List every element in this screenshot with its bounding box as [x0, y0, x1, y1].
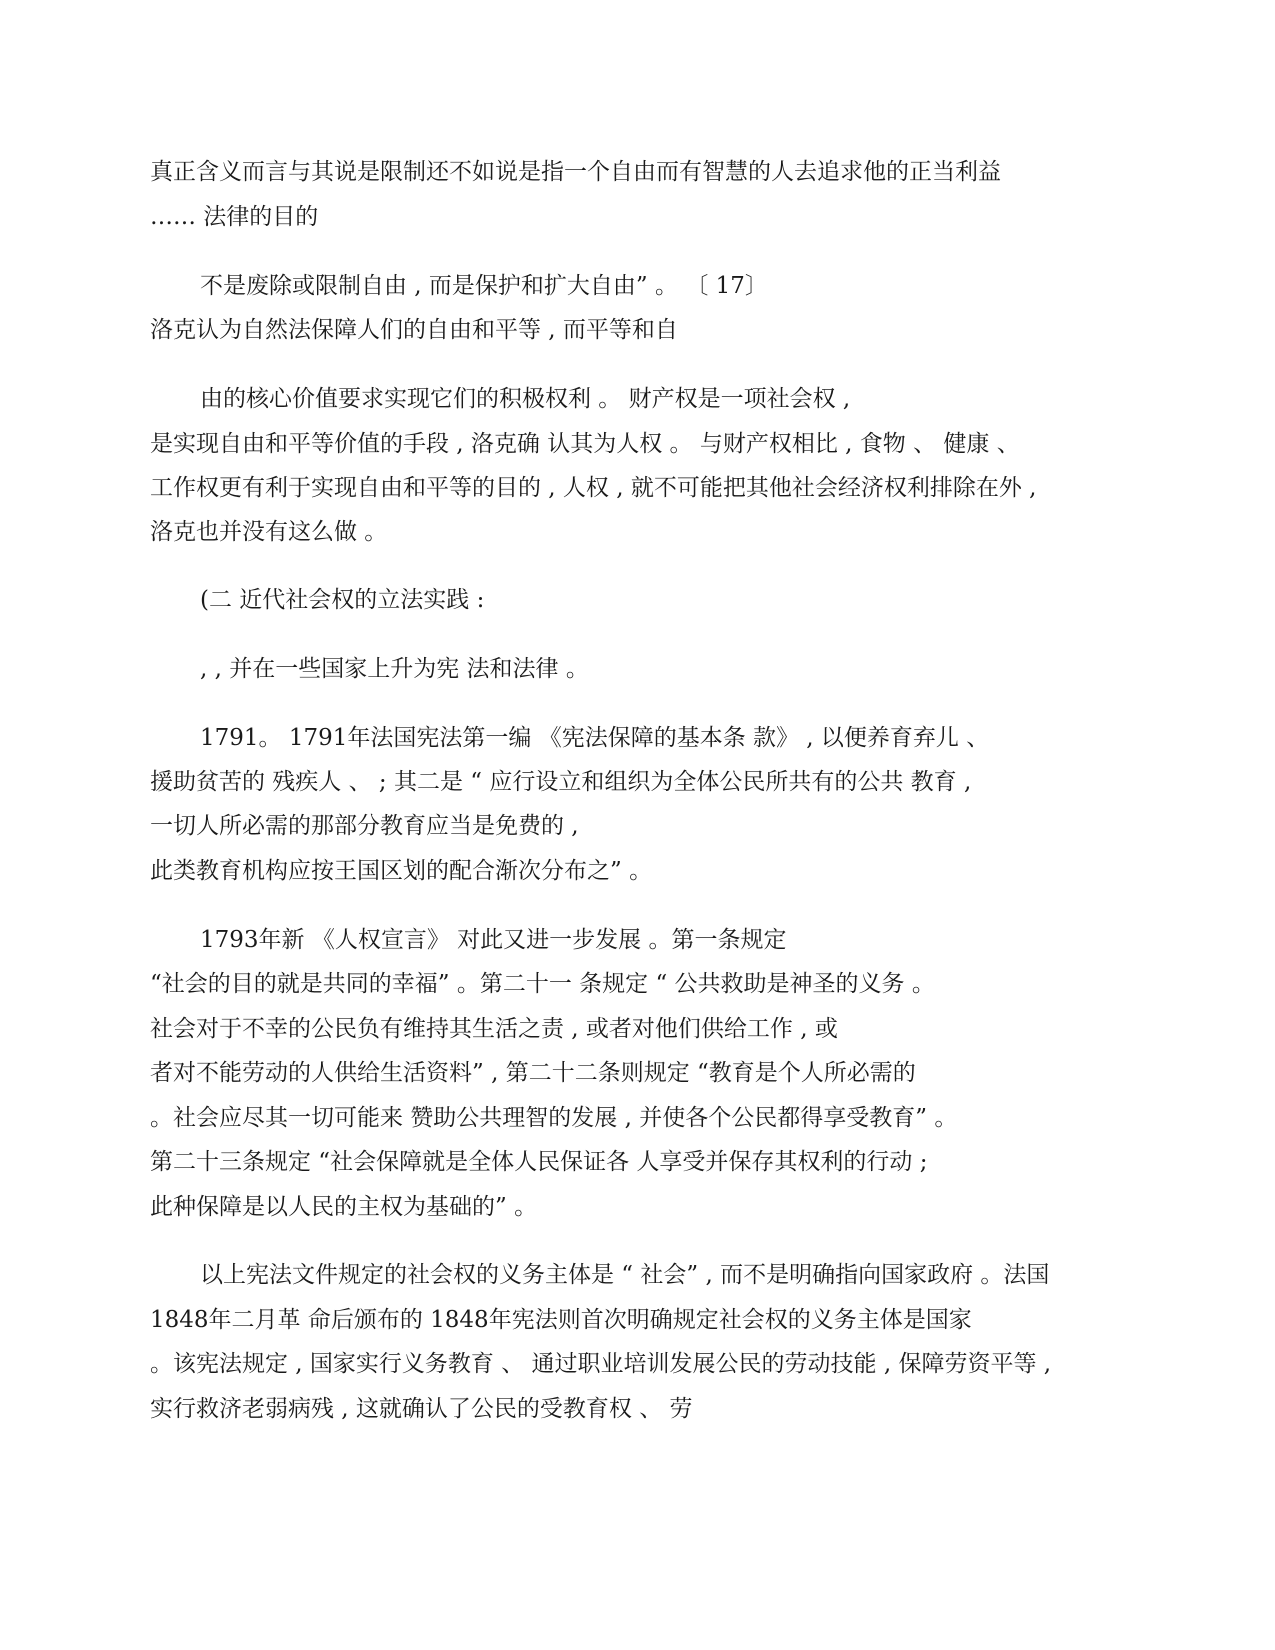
text-line: 真正含义而言与其说是限制还不如说是指一个自由而有智慧的人去追求他的正当利益: [150, 159, 1001, 185]
text-line: 1793年新 《人权宣言》 对此又进一步发展 。第一条规定: [200, 927, 787, 953]
text-line: 。该宪法规定 , 国家实行义务教育 、 通过职业培训发展公民的劳动技能 , 保障劳资平等 ,: [150, 1351, 1052, 1377]
text-line: 实行救济老弱病残 , 这就确认了公民的受教育权 、 劳: [150, 1396, 693, 1422]
text-line: 第二十三条规定 “社会保障就是全体人民保证各 人享受并保存其权利的行动 ;: [150, 1149, 928, 1175]
text-line: 由的核心价值要求实现它们的积极权利 。 财产权是一项社会权 ,: [200, 386, 851, 412]
text-line: 社会对于不幸的公民负有维持其生活之责 , 或者对他们供给工作 , 或: [150, 1016, 838, 1042]
text-line: 。社会应尽其一切可能来 赞助公共理智的发展 , 并使各个公民都得享受教育” 。: [150, 1105, 958, 1131]
text-line: 此种保障是以人民的主权为基础的” 。: [150, 1194, 538, 1220]
text-line: 是实现自由和平等价值的手段 , 洛克确 认其为人权 。 与财产权相比 , 食物 、 健康 、: [150, 431, 1020, 457]
text-line: 1791。 1791年法国宪法第一编 《宪法保障的基本条 款》 , 以便养育弃儿 、: [200, 725, 990, 751]
text-line: 援助贫苦的 残疾人 、 ; 其二是 “ 应行设立和组织为全体公民所共有的公共 教育 ,: [150, 769, 972, 795]
text-line: , , 并在一些国家上升为宪 法和法律 。: [200, 656, 589, 682]
text-line: 不是废除或限制自由 , 而是保护和扩大自由” 。 〔 17〕: [200, 273, 768, 299]
section-heading: (二 近代社会权的立法实践 :: [200, 587, 485, 613]
text-line: 此类教育机构应按王国区划的配合渐次分布之” 。: [150, 858, 653, 884]
text-line: 1848年二月革 命后颁布的 1848年宪法则首次明确规定社会权的义务主体是国家: [150, 1307, 972, 1333]
text-line: 者对不能劳动的人供给生活资料” , 第二十二条则规定 “教育是个人所必需的: [150, 1060, 916, 1086]
text-line: …… 法律的目的: [150, 204, 319, 230]
text-line: 洛克认为自然法保障人们的自由和平等 , 而平等和自: [150, 317, 678, 343]
text-line: 工作权更有利于实现自由和平等的目的 , 人权 , 就不可能把其他社会经济权利排除在外 ,: [150, 475, 1037, 501]
text-line: “社会的目的就是共同的幸福” 。第二十一 条规定 “ 公共救助是神圣的义务 。: [150, 971, 935, 997]
text-line: 一切人所必需的那部分教育应当是免费的 ,: [150, 813, 579, 839]
text-line: 以上宪法文件规定的社会权的义务主体是 “ 社会” , 而不是明确指向国家政府 。法国: [200, 1262, 1050, 1288]
text-line: 洛克也并没有这么做 。: [150, 519, 388, 545]
